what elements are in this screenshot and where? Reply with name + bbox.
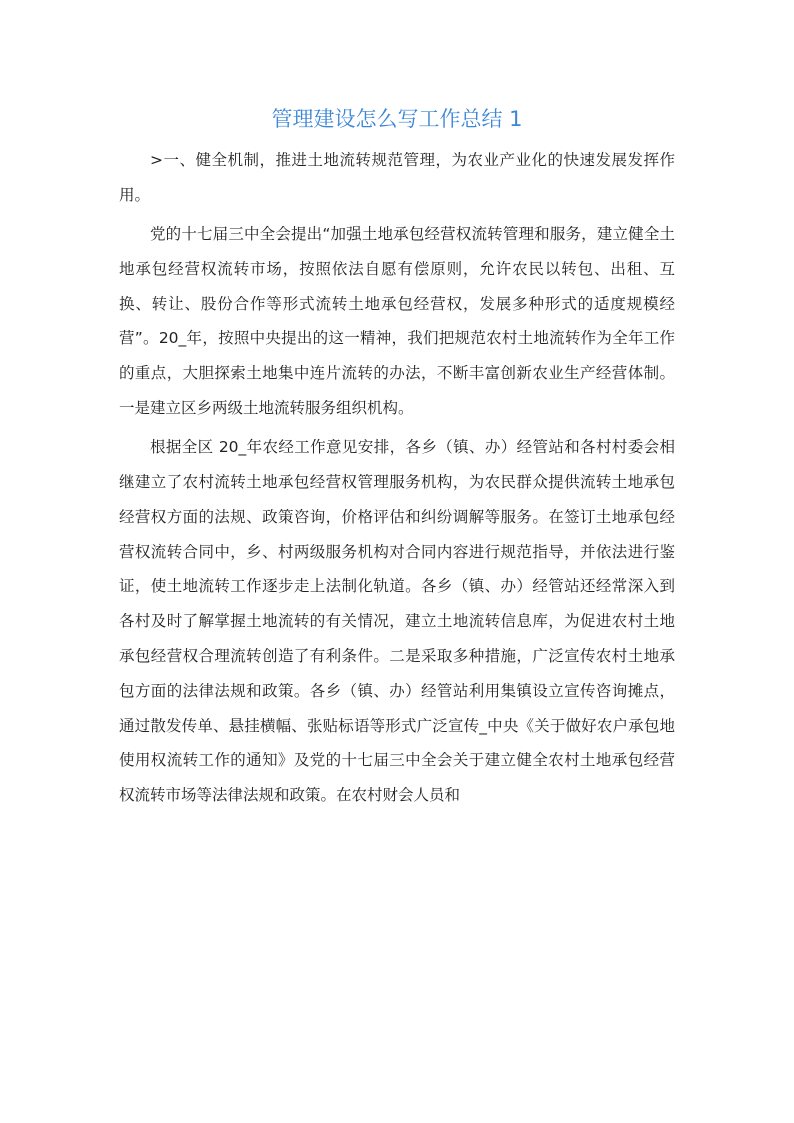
- paragraph-2: 党的十七届三中全会提出“加强土地承包经营权流转管理和服务，建立健全土地承包经营权流转市场，按照依法自愿有偿原则，允许农民以转包、出租、互换、转让、股份合作等形式流转土地承包经营权，发展多种形式的适度规模经营”。20_年，按照中央提出的这一精神，我们把规范农村土地流转作为全年工作的重点，大胆探索土地集中连片流转的办法，不断丰富创新农业生产经营体制。一是建立区乡两级土地流转服务组织机构。: [119, 224, 675, 417]
- document-body: [119, 143, 675, 817]
- paragraph-3: 根据全区 20_年农经工作意见安排，各乡（镇、办）经管站和各村村委会相继建立了农村流转土地承包经营权管理服务机构，为农民群众提供流转土地承包经营权方面的法规、政策咨询，价格评估和纠纷调解等服务。在签订土地承包经营权流转合同中，乡、村两级服务机构对合同内容进行规范指导，并依法进行鉴证，使土地流转工作逐步走上法制化轨道。各乡（镇、办）经管站还经常深入到各村及时了解掌握土地流转的有关情况，建立土地流转信息库，为促进农村土地承包经营权合理流转创造了有利条件。二是采取多种措施，广泛宣传农村土地承包方面的法律法规和政策。各乡（镇、办）经管站利用集镇设立宣传咨询摊点，通过散发传单、悬挂横幅、张贴标语等形式广泛宣传_中央《关于做好农户承包地使用权流转工作的通知》及党的十七届三中全会关于建立健全农村土地承包经营权流转市场等法律法规和政策。在农村财会人员和: [119, 438, 675, 805]
- paragraph-1: >一、健全机制，推进土地流转规范管理，为农业产业化的快速发展发挥作用。: [119, 151, 675, 204]
- document-title: 管理建设怎么写工作总结 1: [271, 107, 523, 131]
